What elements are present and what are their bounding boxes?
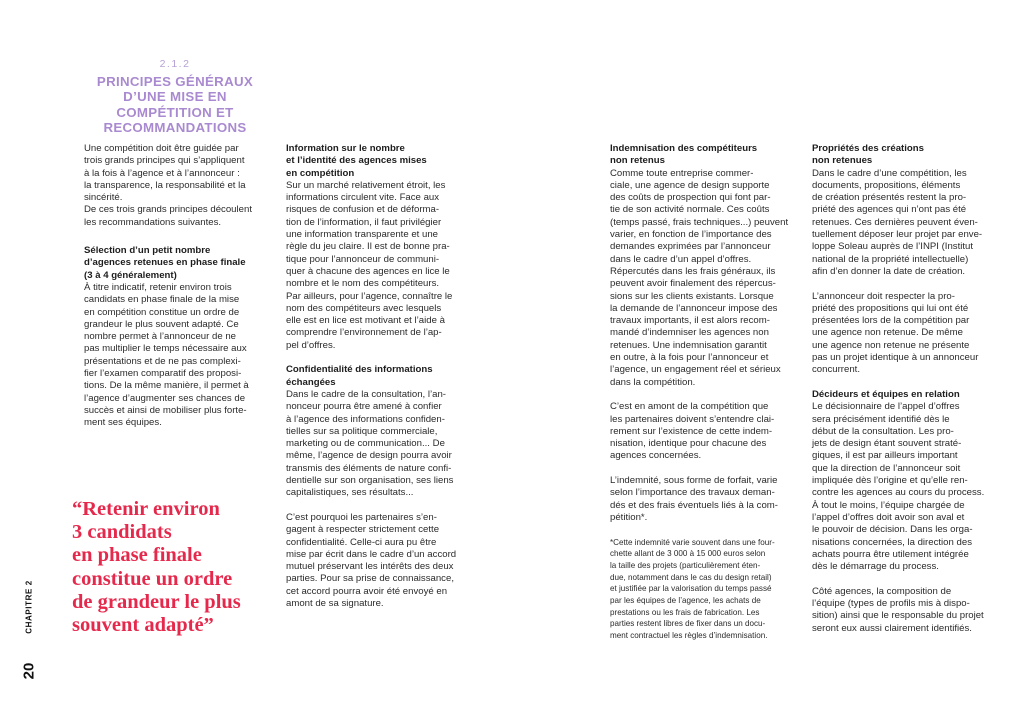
text-line: peuvent avoir finalement des répercus- [610, 278, 776, 290]
text-line: tique pour l’annonceur de communi- [286, 253, 440, 265]
text-line: ment contractuel les règles d’indemnisation. [610, 631, 768, 641]
text-line: ment ses équipes. [84, 417, 162, 429]
text-line: Propriétés des créations [812, 143, 924, 154]
text-line: Information sur le nombre [286, 143, 405, 154]
column-information [286, 143, 474, 610]
text-line: comprendre l’environnement de l’ap- [286, 327, 442, 339]
section-title-line: PRINCIPES GÉNÉRAUX [96, 74, 254, 89]
heading-properties [812, 143, 990, 168]
body-properties [812, 168, 990, 279]
text-line: candidats en phase finale de la mise [84, 294, 240, 306]
text-line: dans le cadre d’un appel d’offres. [610, 253, 752, 265]
text-line: varier, en fonction de l’importance des [610, 229, 772, 241]
text-line: sincérité. [84, 192, 123, 204]
text-line: Décideurs et équipes en relation [812, 388, 960, 400]
text-line: Comme toute entreprise commer- [610, 167, 754, 179]
text-line: règle du jeu claire. Il est de bonne pra- [286, 241, 450, 253]
text-line: (3 à 4 généralement) [84, 269, 177, 281]
text-line: nisations concernées, la direction des [812, 536, 972, 548]
page-number [19, 660, 39, 682]
text-line: nombre et le nom des compétiteurs. [286, 278, 440, 290]
text-line: dans la compétition. [610, 376, 696, 388]
text-line: sera précisément identifié dès le [812, 413, 950, 425]
text-line: sition) ainsi que le responsable du projet [812, 610, 984, 622]
text-line: mise par écrit dans le cadre d’un accord [286, 548, 457, 560]
column-indemnisation [610, 143, 788, 642]
text-line: tion de l’information, il faut privilégier [286, 216, 442, 228]
text-line: d’agences retenues en phase finale [84, 257, 246, 269]
text-line: présentées lors de la compétition par [812, 315, 970, 327]
text-line: priété des propositions qui lui ont été [812, 302, 969, 314]
text-line: de grandeur le plus [72, 590, 241, 613]
text-line: que la direction de l’annonceur soit [812, 462, 961, 474]
body-confidentiality-2 [286, 512, 474, 610]
text-line: quer à chacune des agences en lice le [286, 265, 450, 277]
text-line: en outre, à la fois pour l’annonceur et [610, 352, 769, 364]
text-line: succès et ainsi de mobiliser plus forte- [84, 404, 247, 416]
text-line: *Cette indemnité varie souvent dans une four- [610, 537, 775, 547]
text-line: mandé d’indemniser les agences non [610, 327, 769, 339]
text-line: présentations et de ne pas complexi- [84, 355, 241, 367]
body-agency-team [812, 586, 990, 635]
body-decision-makers [812, 401, 990, 573]
text-line: À titre indicatif, retenir environ trois [84, 282, 232, 293]
text-line: l’appel d’offres doit avoir son aval et [812, 511, 965, 523]
text-line: les recommandations suivantes. [84, 216, 222, 228]
text-line: elle est en lice est motivant et l’aide à [286, 315, 445, 327]
text-line: selon l’importance des travaux deman- [610, 487, 775, 499]
body-properties-2 [812, 291, 990, 377]
text-line: (temps passé, frais techniques...) peuvent [610, 216, 789, 228]
text-line: souvent adapté” [72, 614, 214, 637]
text-line: dentielle sur son organisation, ses liens [286, 475, 454, 487]
text-line: Répercutés dans les frais généraux, ils [610, 265, 776, 277]
text-line: Côté agences, la composition de [812, 585, 952, 597]
text-line: des coûts de prospection qui font par- [610, 192, 771, 204]
text-line: par les équipes de l’agence, les achats de [610, 596, 761, 606]
text-line: en compétition [286, 167, 355, 179]
text-line: la transparence, la responsabilité et la [84, 179, 246, 191]
column-selection-heading [84, 245, 262, 282]
text-line: chette allant de 3 000 à 15 000 euros selon [610, 549, 766, 559]
body-indemnisation-2 [610, 401, 788, 462]
text-line: pas un projet identique à un annonceur [812, 352, 979, 364]
text-line: retenues. Une indemnisation garantit [610, 339, 767, 351]
text-line: Sélection d’un petit nombre [84, 245, 211, 256]
text-line: impliquée dès l’origine et qu’elle ren- [812, 475, 968, 487]
text-line: parties. Pour sa prise de connaissance, [286, 573, 454, 585]
text-line: Le décisionnaire de l’appel d’offres [812, 401, 960, 413]
text-line: documents, propositions, éléments [812, 179, 961, 191]
text-line: nom des compétiteurs avec lesquels [286, 302, 442, 314]
text-line: confidentialité. Celle-ci aura pu être [286, 536, 437, 548]
text-line: nonceur pourra être amené à confier [286, 401, 442, 413]
text-line: la taille des projets (particulièrement éten- [610, 560, 761, 570]
text-line: et justifiée par la valorisation du temps passé [610, 584, 772, 594]
text-line: constitue un ordre [72, 567, 233, 590]
text-line: début de la consultation. Les pro- [812, 425, 954, 437]
text-line: une agence non retenue ne présente [812, 339, 970, 351]
text-line: afin d’en donner la date de création. [812, 265, 966, 277]
text-line: gagent à respecter strictement cette [286, 524, 440, 536]
text-line: non retenus [610, 155, 665, 167]
text-line: priété des agences qui n’ont pas été [812, 204, 967, 216]
text-line: cet accord pourra avoir été envoyé en [286, 585, 448, 597]
text-line: agences concernées. [610, 450, 702, 462]
text-line: à la fois à l’agence et à l’annonceur : [84, 167, 240, 179]
section-title-line: D’UNE MISE EN [123, 89, 227, 105]
text-line: “Retenir environ [72, 498, 220, 520]
text-line: tie de son activité normale. Ces coûts [610, 204, 770, 216]
text-line: national de la propriété intellectuelle) [812, 253, 969, 265]
text-line: pétition*. [610, 511, 648, 523]
text-line: C’est en amont de la compétition que [610, 401, 769, 413]
text-line: Sur un marché relativement étroit, les [286, 179, 446, 191]
text-line: capitalistiques, ses résultats... [286, 487, 414, 499]
heading-decision-makers [812, 389, 990, 401]
column-selection-body [84, 282, 262, 430]
text-line: tielles sur sa politique commerciale, [286, 425, 438, 437]
heading-confidentiality [286, 364, 474, 389]
chapter-label-text: CHAPITRE 2 [24, 580, 34, 634]
body-indemnisation-3 [610, 475, 788, 524]
text-line: en phase finale [72, 544, 202, 567]
text-line: informations circulent vite. Face aux [286, 192, 440, 204]
text-line: transmis des éléments de nature confi- [286, 462, 452, 474]
text-line: la demande de l’annonceur impose des [610, 302, 778, 314]
body-confidentiality [286, 389, 474, 500]
text-line: même, l’agence de design pourra avoir [286, 450, 452, 462]
text-line: 3 candidats [72, 521, 172, 544]
text-line: en compétition constitue un ordre de [84, 306, 240, 318]
text-line: dès le démarrage du process. [812, 561, 939, 573]
column-intro [84, 143, 262, 229]
text-line: demandes exprimées par l’annonceur [610, 241, 771, 253]
text-line: Dans le cadre d’une compétition, les [812, 167, 967, 179]
body-information [286, 180, 474, 352]
text-line: pas multiplier le temps nécessaire aux [84, 343, 247, 355]
section-title [84, 74, 266, 136]
chapter-label [22, 578, 36, 636]
text-line: Dans le cadre de la consultation, l’an- [286, 388, 446, 400]
text-line: achats pourra être utilement intégrée [812, 548, 969, 560]
text-line: L’indemnité, sous forme de forfait, varie [610, 475, 778, 487]
column-properties [812, 143, 990, 635]
text-line: rement sur l’existence de cette indem- [610, 425, 773, 437]
text-line: due, notamment dans le cas du design retail) [610, 572, 772, 582]
section-title-line: COMPÉTITION ET [116, 104, 234, 120]
text-line: non retenues [812, 155, 873, 167]
text-line: une agence non retenue. De même [812, 327, 963, 339]
heading-indemnisation [610, 143, 788, 168]
text-line: grandeur le plus souvent adapté. Ce [84, 318, 239, 330]
text-line: l’agence, un engagement réel et sérieux [610, 364, 781, 376]
text-line: nisation, identique pour chacune des [610, 438, 767, 450]
text-line: L’annonceur doit respecter la pro- [812, 290, 955, 302]
text-line: Une compétition doit être guidée par [84, 143, 239, 154]
text-line: concurrent. [812, 364, 860, 376]
text-line: amont de sa signature. [286, 597, 384, 609]
text-line: marketing ou de communication... De [286, 438, 445, 450]
text-line: une information transparente et une [286, 229, 439, 241]
text-line: à l’agence des informations confiden- [286, 413, 445, 425]
text-line: risques de confusion et de déforma- [286, 204, 440, 216]
text-line: les partenaires doivent s’entendre clai- [610, 413, 775, 425]
pull-quote [72, 498, 241, 637]
text-line: pel d’offres. [286, 339, 336, 351]
text-line: et l’identité des agences mises [286, 155, 427, 167]
text-line: l’équipe (types de profils mis à dispo- [812, 597, 970, 609]
section-title-line: RECOMMANDATIONS [103, 120, 247, 136]
text-line: fier l’examen comparatif des proposi- [84, 368, 242, 380]
text-line: prestations ou les frais de fabrication. Les [610, 607, 760, 617]
text-line: l’agence d’augmenter ses chances de [84, 392, 246, 404]
text-line: De ces trois grands principes découlent [84, 204, 252, 216]
text-line: Confidentialité des informations [286, 364, 433, 376]
heading-information [286, 143, 474, 180]
text-line: ciale, une agence de design supporte [610, 179, 770, 191]
page-number-text: 20 [20, 662, 38, 680]
text-line: Par ailleurs, pour l’agence, connaître le [286, 290, 453, 302]
footnote [610, 537, 788, 642]
section-number: 2.1.2 [159, 58, 191, 70]
text-line: sions sur les clients existants. Lorsque [610, 290, 774, 302]
text-line: retenues. Ces dernières peuvent éven- [812, 216, 978, 228]
text-line: loppe Soleau auprès de l’INPI (Institut [812, 241, 974, 253]
text-line: travaux importants, il est alors recom- [610, 315, 770, 327]
body-indemnisation [610, 168, 788, 389]
text-line: nombre permet à l’annonceur de ne [84, 331, 236, 343]
text-line: contre les agences au cours du process. [812, 487, 985, 499]
text-line: trois grands principes qui s’appliquent [84, 155, 245, 167]
text-line: À tout le moins, l’équipe chargée de [812, 499, 965, 511]
text-line: tuellement déposer leur projet par enve- [812, 229, 983, 241]
text-line: seront eux aussi clairement identifiés. [812, 622, 972, 634]
text-line: C’est pourquoi les partenaires s’en- [286, 511, 437, 523]
text-line: jets de design étant souvent straté- [812, 438, 962, 450]
text-line: dés et des frais éventuels liés à la com- [610, 499, 778, 511]
text-line: parties restent libres de fixer dans un docu- [610, 619, 766, 629]
text-line: Indemnisation des compétiteurs [610, 143, 758, 154]
text-line: giques, il est par ailleurs important [812, 450, 958, 462]
text-line: échangées [286, 376, 336, 388]
text-line: mutuel préservant les intérêts des deux [286, 561, 454, 573]
text-line: de création présentés restent la pro- [812, 192, 967, 204]
text-line: le pouvoir de décision. Dans les orga- [812, 524, 973, 536]
text-line: tions. De la même manière, il permet à [84, 380, 249, 392]
